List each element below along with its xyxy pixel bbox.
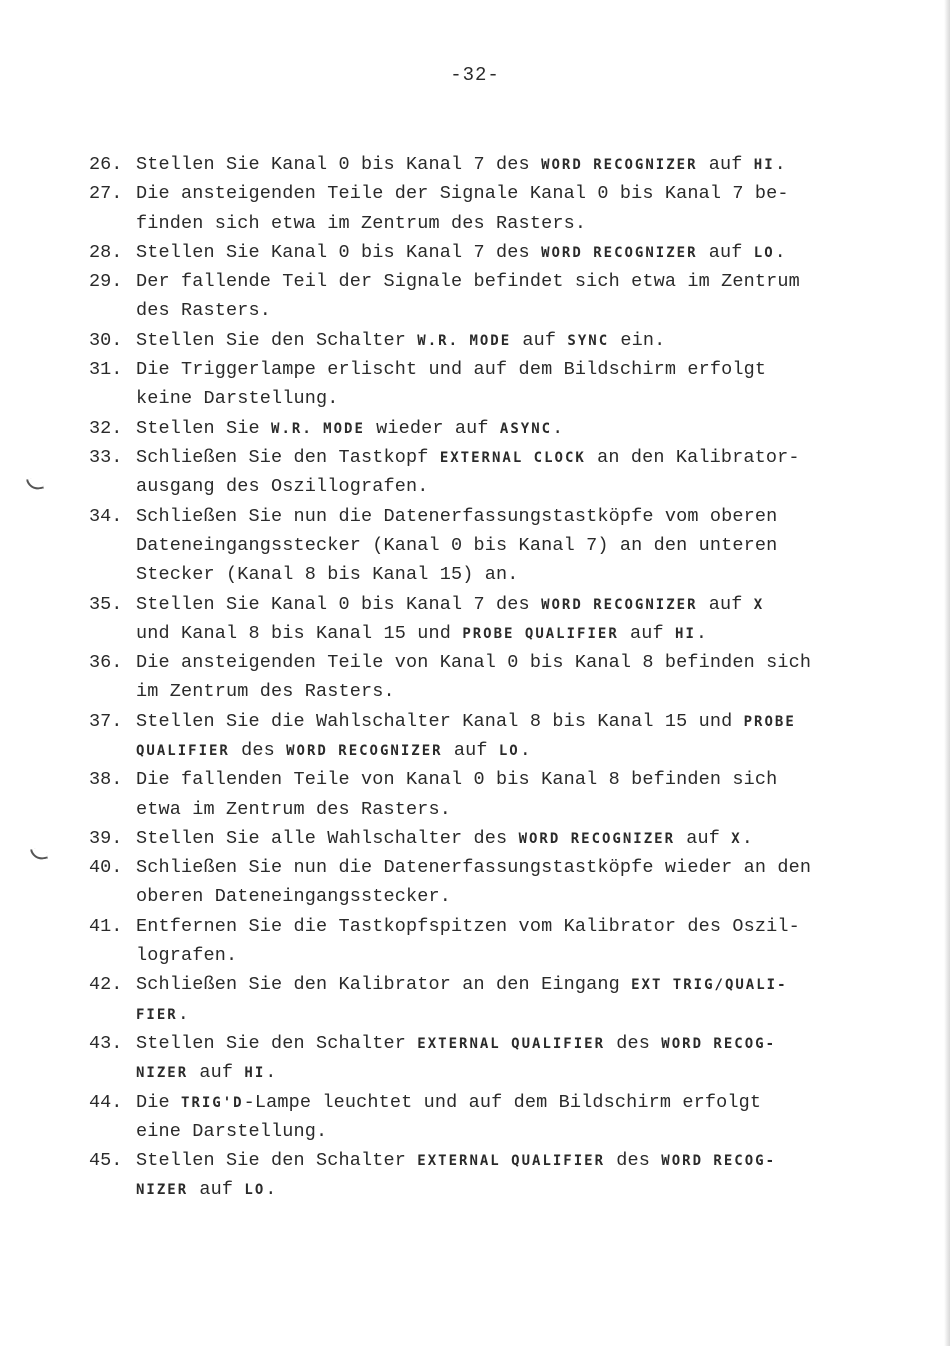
- text-segment: eine Darstellung.: [136, 1120, 328, 1142]
- margin-pen-mark: [26, 477, 44, 492]
- text-segment: .: [265, 1179, 277, 1201]
- item-text-line: [136, 384, 339, 413]
- text-segment: .: [741, 827, 753, 849]
- control-keyword: HI: [675, 625, 696, 642]
- item-text-line: [136, 326, 665, 356]
- text-segment: auf: [618, 622, 676, 644]
- text-segment: Die ansteigenden Teile der Signale Kanal 0 bis Kanal 7 be-: [136, 183, 789, 205]
- text-segment: .: [695, 622, 708, 644]
- item-text-line: [136, 912, 800, 941]
- item-text-line: [136, 707, 796, 737]
- item-text-line: [136, 355, 766, 384]
- control-keyword: PROBE QUALIFIER: [462, 625, 619, 642]
- item-text-line: [136, 267, 800, 296]
- item-number: 32.: [89, 417, 123, 439]
- item-number: 44.: [89, 1091, 123, 1113]
- item-text-line: [136, 824, 753, 854]
- item-text-line: [136, 296, 271, 325]
- item-text-line: [136, 765, 777, 794]
- item-text-line: [136, 1088, 761, 1118]
- item-number: 33.: [89, 447, 123, 468]
- item-text-line: [136, 502, 777, 531]
- text-segment: Schließen Sie nun die Datenerfassungstastköpfe wieder an den: [136, 857, 812, 879]
- item-number: 35.: [89, 593, 123, 615]
- item-text-line: [136, 238, 786, 268]
- control-keyword: NIZER: [136, 1182, 189, 1199]
- control-keyword: X: [753, 596, 765, 613]
- item-text-line: [136, 443, 800, 473]
- item-text-line: [136, 414, 563, 444]
- text-segment: Stellen Sie den Schalter: [136, 1033, 418, 1054]
- item-text-line: [136, 1146, 776, 1176]
- item-number: 41.: [89, 915, 123, 937]
- text-segment: Stellen Sie alle Wahlschalter des: [136, 827, 519, 849]
- text-segment: Die ansteigenden Teile von Kanal 0 bis Kanal 8 befinden sich: [136, 652, 812, 674]
- item-number: 31.: [89, 359, 123, 381]
- text-segment: und Kanal 8 bis Kanal 15 und: [136, 622, 463, 644]
- item-text-line: [136, 1029, 776, 1059]
- text-segment: auf: [675, 827, 732, 849]
- item-text-line: [136, 677, 395, 706]
- text-segment: an den Kalibrator-: [585, 447, 800, 468]
- control-keyword: WORD RECOGNIZER: [286, 742, 443, 759]
- control-keyword: WORD RECOGNIZER: [541, 244, 698, 261]
- item-text-line: [136, 472, 429, 501]
- text-segment: etwa im Zentrum des Rasters.: [136, 798, 452, 820]
- text-segment: .: [519, 739, 531, 761]
- control-keyword: LO: [753, 244, 775, 261]
- page-edge-shadow: [944, 0, 950, 1346]
- text-segment: Stellen Sie: [136, 417, 272, 439]
- item-number: 45.: [89, 1150, 123, 1172]
- control-keyword: PROBE: [743, 713, 796, 730]
- text-segment: des Rasters.: [136, 300, 272, 322]
- item-text-line: [136, 531, 777, 560]
- item-text-line: [136, 560, 519, 589]
- item-text-line: [136, 1000, 189, 1030]
- control-keyword: LO: [498, 742, 520, 759]
- text-segment: Stellen Sie den Schalter: [136, 329, 418, 351]
- text-segment: ausgang des Oszillografen.: [136, 476, 429, 498]
- margin-pen-mark: [30, 847, 48, 862]
- control-keyword: ASYNC: [499, 420, 553, 437]
- control-keyword: W.R. MODE: [271, 420, 365, 437]
- item-number: 37.: [89, 710, 123, 732]
- control-keyword: X: [731, 830, 742, 847]
- text-segment: keine Darstellung.: [136, 388, 339, 410]
- control-keyword: HI: [244, 1065, 266, 1082]
- page-number: -32-: [450, 64, 500, 86]
- item-text-line: [136, 150, 786, 180]
- item-text-line: [136, 648, 811, 677]
- item-number: 38.: [89, 769, 123, 791]
- item-text-line: [136, 1117, 327, 1146]
- text-segment: Stellen Sie Kanal 0 bis Kanal 7 des: [136, 593, 542, 615]
- control-keyword: HI: [753, 157, 775, 173]
- text-segment: auf: [511, 329, 568, 351]
- text-segment: oberen Dateneingangsstecker.: [136, 886, 452, 908]
- control-keyword: WORD RECOGNIZER: [541, 596, 698, 613]
- item-text-line: [136, 853, 811, 882]
- text-segment: auf: [697, 241, 754, 263]
- item-number: 43.: [89, 1033, 123, 1054]
- text-segment: Schließen Sie den Tastkopf: [136, 447, 440, 468]
- control-keyword: EXTERNAL CLOCK: [439, 450, 586, 466]
- item-text-line: [136, 736, 531, 766]
- control-keyword: WORD RECOG-: [661, 1036, 776, 1052]
- item-number: 39.: [89, 827, 123, 849]
- text-segment: Der fallende Teil der Signale befindet sich etwa im Zentrum: [136, 271, 800, 293]
- text-segment: .: [774, 241, 786, 263]
- item-text-line: [136, 795, 451, 824]
- control-keyword: FIER: [136, 1006, 178, 1023]
- text-segment: Stecker (Kanal 8 bis Kanal 15) an.: [136, 564, 519, 586]
- control-keyword: LO: [244, 1182, 266, 1199]
- text-segment: ein.: [609, 329, 666, 351]
- item-number: 30.: [89, 329, 123, 351]
- control-keyword: QUALIFIER: [136, 742, 230, 759]
- text-segment: Die fallenden Teile von Kanal 0 bis Kanal 8 befinden sich: [136, 769, 778, 791]
- item-text-line: [136, 619, 707, 649]
- item-number: 27.: [89, 183, 123, 205]
- control-keyword: EXTERNAL QUALIFIER: [417, 1153, 606, 1170]
- text-segment: .: [774, 154, 786, 175]
- text-segment: des: [229, 739, 287, 761]
- text-segment: auf: [188, 1179, 245, 1201]
- text-segment: des: [605, 1033, 662, 1054]
- item-text-line: [136, 1058, 277, 1088]
- control-keyword: EXT TRIG/QUALI-: [631, 977, 788, 994]
- text-segment: im Zentrum des Rasters.: [136, 681, 395, 703]
- control-keyword: TRIG'D: [181, 1094, 244, 1111]
- text-segment: Stellen Sie Kanal 0 bis Kanal 7 des: [136, 154, 542, 175]
- item-number: 42.: [89, 974, 123, 996]
- text-segment: Stellen Sie den Schalter: [136, 1150, 418, 1172]
- control-keyword: SYNC: [567, 332, 610, 349]
- item-text-line: [136, 882, 451, 911]
- text-segment: auf: [697, 154, 754, 175]
- item-text-line: [136, 970, 788, 1000]
- control-keyword: NIZER: [136, 1065, 189, 1082]
- item-text-line: [136, 179, 789, 208]
- item-text-line: [136, 209, 586, 238]
- text-segment: auf: [442, 739, 499, 761]
- item-number: 36.: [89, 652, 123, 674]
- text-segment: des: [605, 1150, 662, 1172]
- item-number: 28.: [89, 241, 123, 263]
- text-segment: Die: [136, 1091, 182, 1113]
- text-segment: Stellen Sie die Wahlschalter Kanal 8 bis Kanal 15 und: [136, 710, 744, 732]
- text-segment: Die Triggerlampe erlischt und auf dem Bildschirm erfolgt: [136, 359, 767, 381]
- control-keyword: W.R. MODE: [417, 332, 512, 349]
- item-text-line: [136, 1175, 277, 1205]
- item-number: 40.: [89, 857, 123, 879]
- text-segment: -Lampe leuchtet und auf dem Bildschirm erfolgt: [243, 1091, 762, 1113]
- text-segment: auf: [697, 593, 754, 615]
- text-segment: wieder auf: [364, 417, 500, 439]
- text-segment: lografen.: [136, 945, 238, 967]
- text-segment: Stellen Sie Kanal 0 bis Kanal 7 des: [136, 241, 542, 263]
- control-keyword: WORD RECOGNIZER: [541, 157, 698, 173]
- item-number: 26.: [89, 154, 123, 175]
- text-segment: auf: [188, 1062, 245, 1084]
- control-keyword: EXTERNAL QUALIFIER: [417, 1036, 606, 1052]
- control-keyword: WORD RECOG-: [661, 1153, 776, 1170]
- item-text-line: [136, 590, 764, 620]
- item-text-line: [136, 941, 237, 970]
- text-segment: .: [177, 1003, 189, 1025]
- text-segment: Dateneingangsstecker (Kanal 0 bis Kanal 7) an den unteren: [136, 534, 778, 556]
- text-segment: Schließen Sie nun die Datenerfassungstastköpfe vom oberen: [136, 505, 778, 527]
- text-segment: Entfernen Sie die Tastkopfspitzen vom Kalibrator des Oszil-: [136, 915, 800, 937]
- control-keyword: WORD RECOGNIZER: [518, 830, 675, 847]
- text-segment: Schließen Sie den Kalibrator an den Eingang: [136, 974, 632, 996]
- text-segment: .: [265, 1062, 277, 1084]
- item-number: 34.: [89, 505, 123, 527]
- text-segment: finden sich etwa im Zentrum des Rasters.: [136, 212, 587, 234]
- text-segment: .: [552, 417, 564, 439]
- item-number: 29.: [89, 271, 123, 293]
